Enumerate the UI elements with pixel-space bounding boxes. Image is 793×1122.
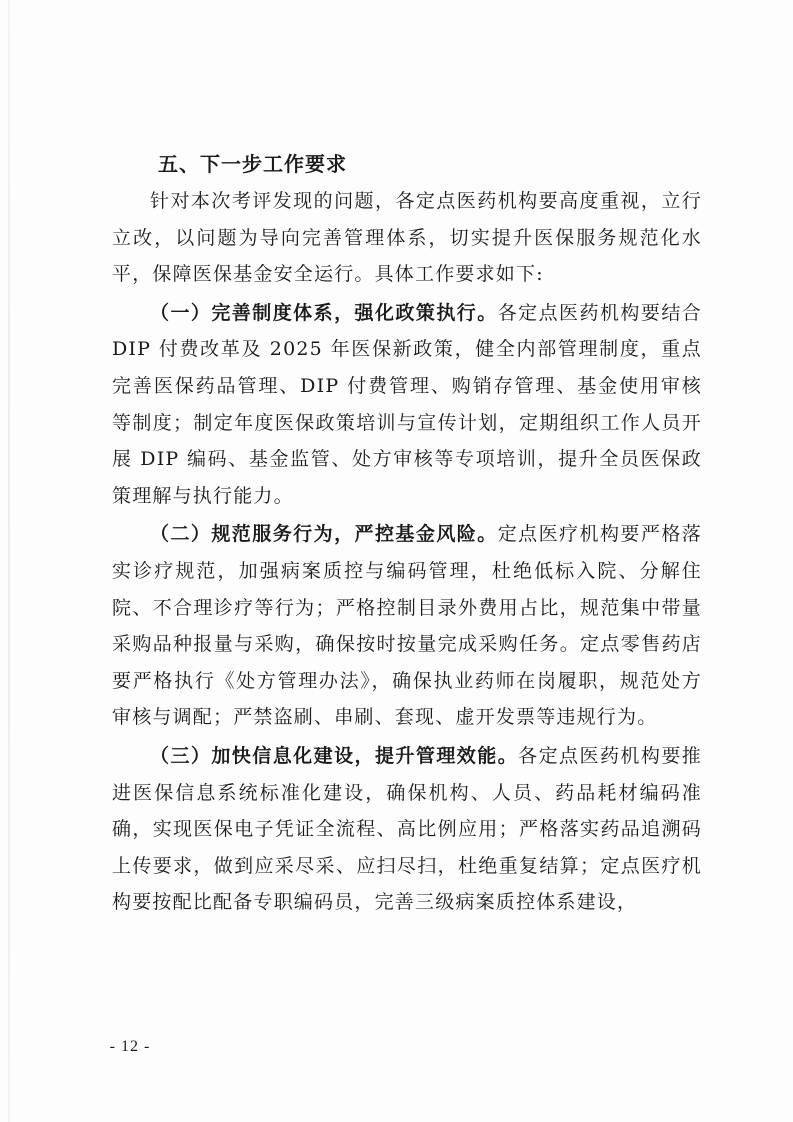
requirement-2-body: 定点医疗机构要严格落实诊疗规范，加强病案质控与编码管理，杜绝低标入院、分解住院、不合理诊疗等行为；严格控制目录外费用占比，规范集中带量采购品种报量与采购，确保按时按量完成采购任务。定点零售药店要严格执行《处方管理办法》，确保执业药师在岗履职，规范处方审核与调配；严禁盗刷、串刷、套现、虚开发票等违规行为。	[112, 523, 702, 729]
requirement-2-lead: （二）规范服务行为，严控基金风险。	[150, 523, 498, 546]
requirement-1-lead: （一）完善制度体系，强化政策执行。	[150, 301, 498, 324]
page-number: - 12 -	[109, 1038, 151, 1055]
requirement-paragraph-2	[112, 516, 702, 736]
section-heading: 五、下一步工作要求	[158, 152, 347, 176]
intro-paragraph: 针对本次考评发现的问题，各定点医药机构要高度重视，立行立改，以问题为导向完善管理体系，切实提升医保服务规范化水平，保障医保基金安全运行。具体工作要求如下:	[112, 190, 702, 286]
requirement-paragraph-1	[112, 295, 702, 515]
scan-edge-shadow	[8, 0, 10, 1122]
requirement-3-body: 各定点医药机构要推进医保信息系统标准化建设，确保机构、人员、药品耗材编码准确，实现医保电子凭证全流程、高比例应用；严格落实药品追溯码上传要求，做到应采尽采、应扫尽扫，杜绝重复结算；定点医疗机构要按配比配备专职编码员，完善三级病案质控体系建设，	[112, 744, 702, 914]
requirement-paragraph-3	[112, 738, 702, 921]
requirement-3-lead: （三）加快信息化建设，提升管理效能。	[150, 744, 519, 767]
requirement-1-body: 各定点医药机构要结合 DIP 付费改革及 2025 年医保新政策，健全内部管理制度，重点完善医保药品管理、DIP 付费管理、购销存管理、基金使用审核等制度；制定年度医保政策培训与宣传计划，定期组织工作人员开展 DIP 编码、基金监管、处方审核等专项培训，提升全员医保政策理解与执行能力。	[112, 301, 702, 507]
document-body	[112, 145, 702, 921]
